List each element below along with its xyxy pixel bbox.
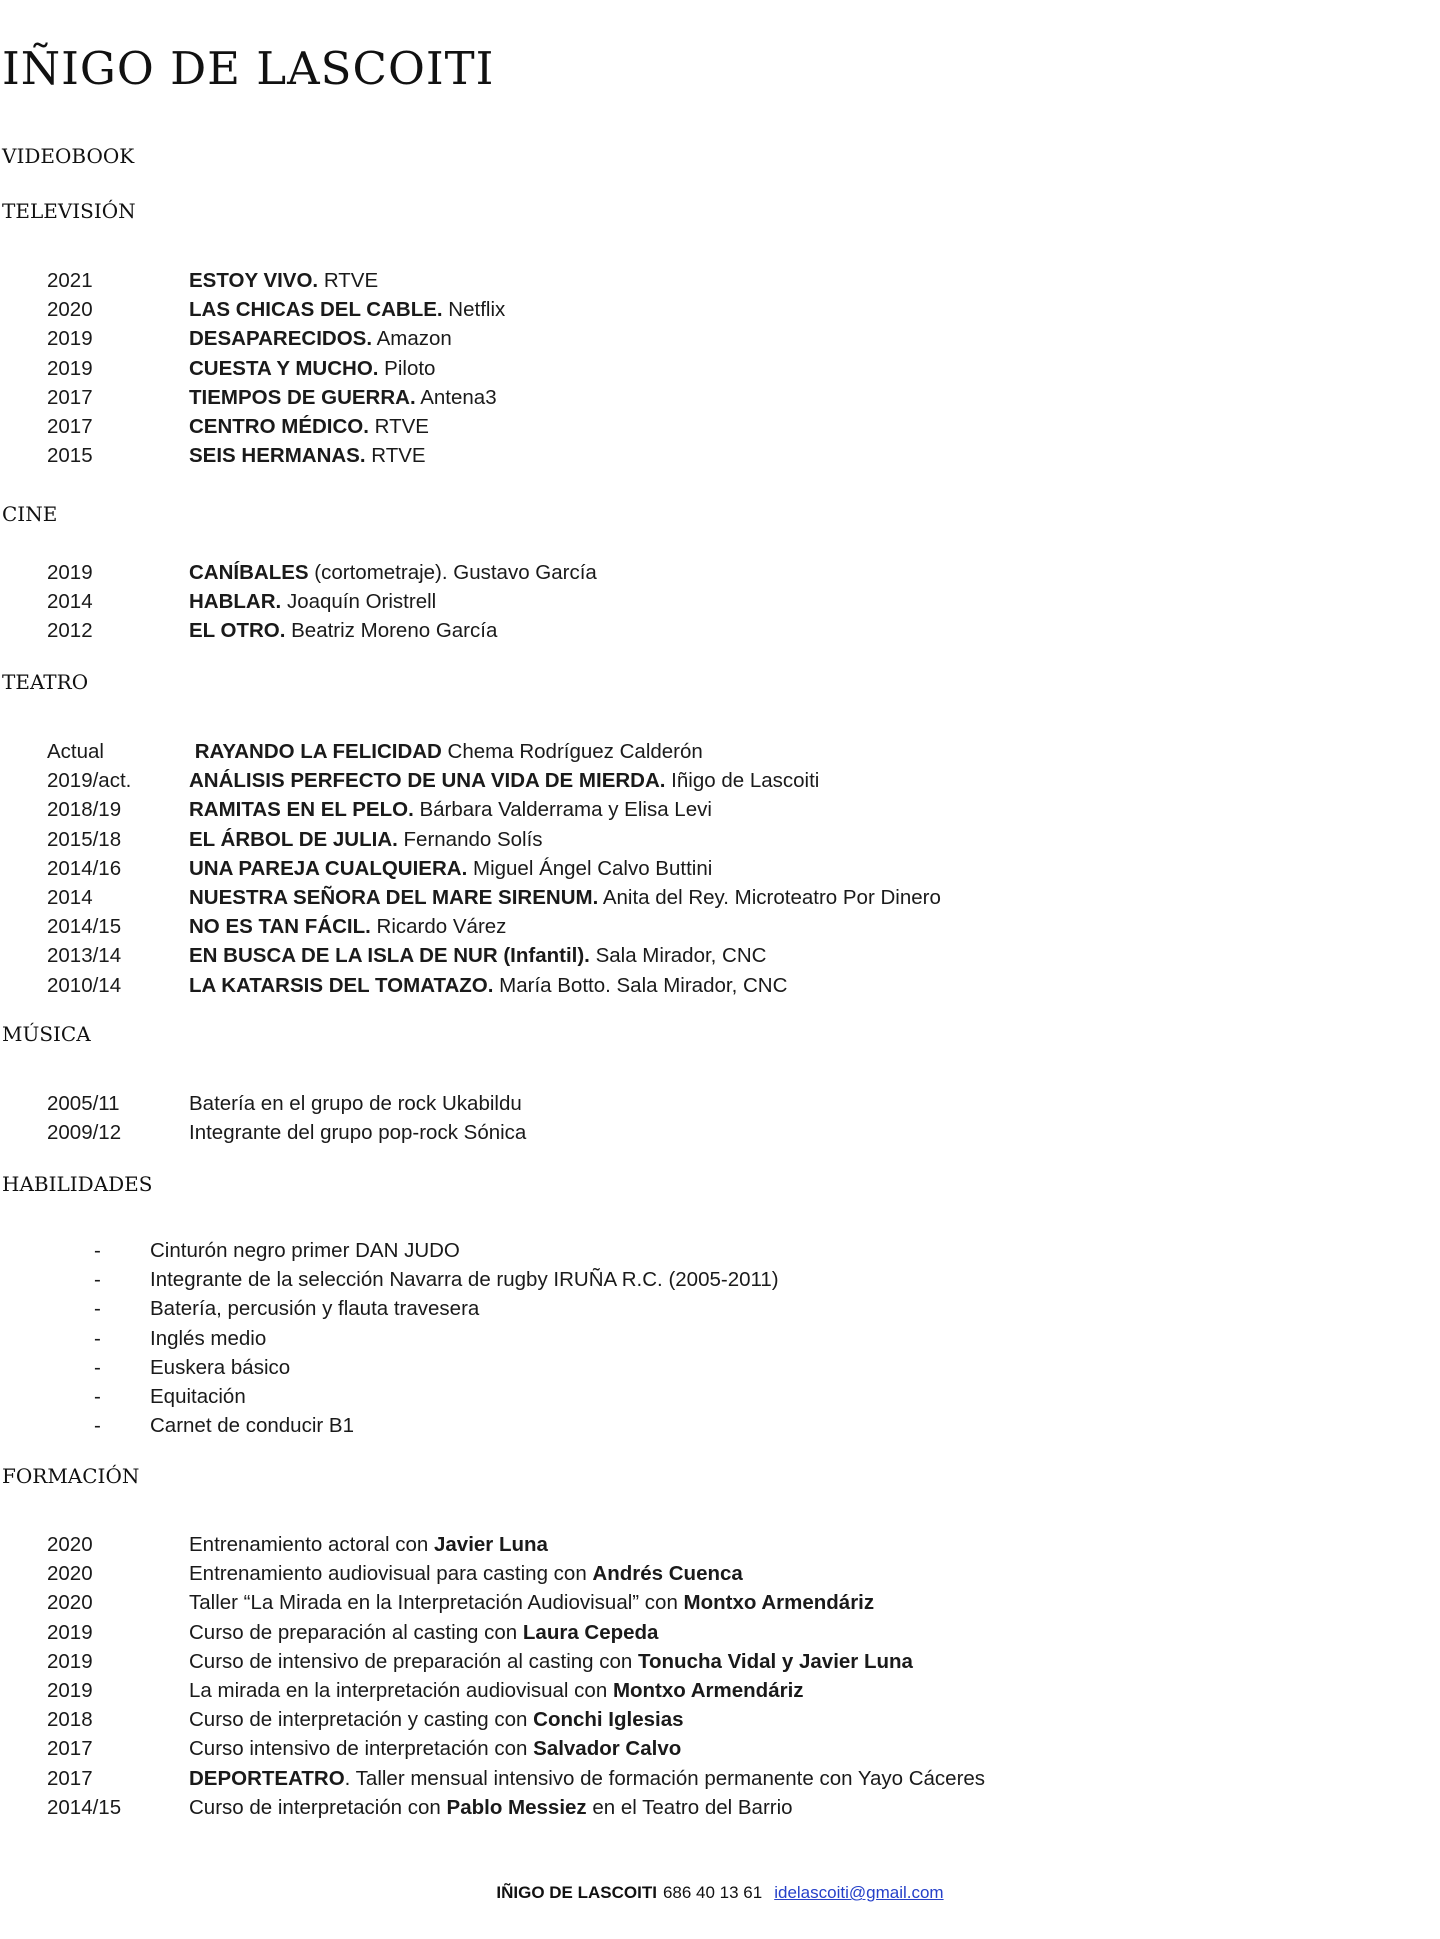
row-entry: CENTRO MÉDICO. RTVE	[189, 415, 429, 439]
list-item	[0, 1382, 1440, 1411]
row-year: 2005/11	[47, 1092, 120, 1115]
row-entry: Entrenamiento audiovisual para casting con Andrés Cuenca	[189, 1562, 743, 1586]
row-year: 2019	[47, 1620, 93, 1644]
table-row	[0, 941, 1440, 970]
row-year: 2018/19	[47, 798, 122, 822]
footer-email-link[interactable]: idelascoiti@gmail.com	[774, 1883, 944, 1902]
bullet-dash: -	[94, 1268, 101, 1292]
bullet-dash: -	[94, 1239, 101, 1262]
row-year: 2018	[47, 1708, 93, 1732]
row-year: 2017	[47, 1766, 93, 1790]
table-row	[0, 854, 1440, 883]
list-item	[0, 1324, 1440, 1353]
row-year: 2014/15	[47, 915, 122, 939]
table-row	[0, 1705, 1440, 1734]
row-year: 2013/14	[47, 944, 122, 968]
row-year: 2012	[47, 619, 93, 643]
table-row	[0, 737, 1440, 766]
habilidades-list	[0, 1236, 1440, 1440]
row-entry: TIEMPOS DE GUERRA. Antena3	[189, 385, 497, 409]
footer-phone: 686 40 13 61	[662, 1883, 763, 1902]
row-entry: LAS CHICAS DEL CABLE. Netflix	[189, 298, 506, 322]
table-row	[0, 883, 1440, 912]
table-row	[0, 441, 1440, 470]
bullet-dash: -	[94, 1355, 101, 1379]
table-row	[0, 558, 1440, 587]
table-row	[0, 1764, 1440, 1793]
row-year: 2019	[47, 327, 93, 351]
row-entry: NO ES TAN FÁCIL. Ricardo Várez	[189, 915, 507, 939]
bullet-text: Euskera básico	[150, 1355, 291, 1379]
row-entry: Batería en el grupo de rock Ukabildu	[189, 1092, 522, 1115]
row-entry: EL OTRO. Beatriz Moreno García	[189, 619, 498, 643]
row-year: 2015	[47, 444, 93, 468]
section-title-habilidades: HABILIDADES	[2, 1172, 153, 1196]
table-row	[0, 295, 1440, 324]
table-row	[0, 795, 1440, 824]
row-year: 2019	[47, 1679, 93, 1703]
row-entry: Curso de intensivo de preparación al casting con Tonucha Vidal y Javier Luna	[189, 1649, 913, 1673]
row-year: 2021	[47, 269, 93, 292]
table-row	[0, 1559, 1440, 1588]
row-entry: NUESTRA SEÑORA DEL MARE SIRENUM. Anita del Rey. Microteatro Por Dinero	[189, 886, 941, 910]
row-year: 2017	[47, 415, 93, 439]
row-entry: CANÍBALES (cortometraje). Gustavo García	[189, 561, 597, 584]
television-rows	[0, 266, 1440, 470]
table-row	[0, 971, 1440, 1000]
section-title-formacion: FORMACIÓN	[2, 1464, 140, 1488]
list-item	[0, 1411, 1440, 1440]
row-year: 2014	[47, 886, 93, 910]
row-entry: Integrante del grupo pop-rock Sónica	[189, 1121, 527, 1145]
row-year: 2020	[47, 1533, 93, 1556]
row-entry: Curso intensivo de interpretación con Salvador Calvo	[189, 1737, 682, 1761]
row-entry: ESTOY VIVO. RTVE	[189, 269, 379, 292]
row-entry: UNA PAREJA CUALQUIERA. Miguel Ángel Calvo Buttini	[189, 856, 713, 880]
row-entry: RAMITAS EN EL PELO. Bárbara Valderrama y Elisa Levi	[189, 798, 712, 822]
row-year: Actual	[47, 740, 104, 763]
bullet-text: Equitación	[150, 1385, 246, 1409]
table-row	[0, 1089, 1440, 1118]
bullet-text: Integrante de la selección Navarra de rugby IRUÑA R.C. (2005-2011)	[150, 1268, 779, 1292]
table-row	[0, 412, 1440, 441]
table-row	[0, 1618, 1440, 1647]
bullet-text: Cinturón negro primer DAN JUDO	[150, 1239, 460, 1262]
videobook-label: VIDEOBOOK	[2, 144, 135, 168]
row-entry: DEPORTEATRO. Taller mensual intensivo de formación permanente con Yayo Cáceres	[189, 1766, 986, 1790]
musica-rows	[0, 1089, 1440, 1147]
table-row	[0, 587, 1440, 616]
list-item	[0, 1353, 1440, 1382]
row-year: 2014/15	[47, 1795, 122, 1819]
row-entry: Curso de interpretación con Pablo Messiez en el Teatro del Barrio	[189, 1795, 793, 1819]
row-year: 2015/18	[47, 827, 122, 851]
section-title-teatro: TEATRO	[2, 670, 89, 694]
row-entry: Curso de interpretación y casting con Conchi Iglesias	[189, 1708, 684, 1732]
list-item	[0, 1294, 1440, 1323]
row-entry: ANÁLISIS PERFECTO DE UNA VIDA DE MIERDA. Iñigo de Lascoiti	[189, 769, 820, 793]
row-year: 2019	[47, 561, 93, 584]
row-year: 2020	[47, 1591, 93, 1615]
row-year: 2019/act.	[47, 769, 132, 793]
bullet-text: Batería, percusión y flauta travesera	[150, 1297, 480, 1321]
table-row	[0, 766, 1440, 795]
row-entry: EL ÁRBOL DE JULIA. Fernando Solís	[189, 827, 543, 851]
bullet-dash: -	[94, 1385, 101, 1409]
row-entry: HABLAR. Joaquín Oristrell	[189, 590, 437, 614]
row-entry: Entrenamiento actoral con Javier Luna	[189, 1533, 548, 1556]
table-row	[0, 1793, 1440, 1822]
row-year: 2014	[47, 590, 93, 614]
table-row	[0, 1647, 1440, 1676]
row-entry: Taller “La Mirada en la Interpretación Audiovisual” con Montxo Armendáriz	[189, 1591, 875, 1615]
row-entry: SEIS HERMANAS. RTVE	[189, 444, 426, 468]
table-row	[0, 1118, 1440, 1147]
row-entry: EN BUSCA DE LA ISLA DE NUR (Infantil). Sala Mirador, CNC	[189, 944, 767, 968]
list-item	[0, 1265, 1440, 1294]
section-title-musica: MÚSICA	[2, 1022, 91, 1046]
row-year: 2010/14	[47, 973, 122, 997]
row-year: 2014/16	[47, 856, 122, 880]
row-entry: DESAPARECIDOS. Amazon	[189, 327, 452, 351]
table-row	[0, 912, 1440, 941]
footer-name: IÑIGO DE LASCOITI	[496, 1883, 657, 1902]
section-title-cine: CINE	[2, 502, 58, 526]
table-row	[0, 354, 1440, 383]
row-year: 2019	[47, 1649, 93, 1673]
row-year: 2009/12	[47, 1121, 122, 1145]
row-entry: RAYANDO LA FELICIDAD Chema Rodríguez Calderón	[189, 740, 703, 763]
footer	[0, 1882, 1440, 1904]
row-year: 2017	[47, 1737, 93, 1761]
teatro-rows	[0, 737, 1440, 1000]
row-year: 2020	[47, 1562, 93, 1586]
table-row	[0, 1676, 1440, 1705]
formacion-rows	[0, 1530, 1440, 1822]
table-row	[0, 825, 1440, 854]
table-row	[0, 1588, 1440, 1617]
list-item	[0, 1236, 1440, 1265]
bullet-text: Inglés medio	[150, 1326, 267, 1350]
row-year: 2019	[47, 356, 93, 380]
bullet-dash: -	[94, 1414, 101, 1438]
row-entry: LA KATARSIS DEL TOMATAZO. María Botto. Sala Mirador, CNC	[189, 973, 788, 997]
row-entry: La mirada en la interpretación audiovisual con Montxo Armendáriz	[189, 1679, 804, 1703]
section-title-television: TELEVISIÓN	[2, 199, 136, 223]
table-row	[0, 266, 1440, 295]
bullet-dash: -	[94, 1297, 101, 1321]
cine-rows	[0, 558, 1440, 646]
page-title: IÑIGO DE LASCOITI	[2, 42, 495, 95]
row-year: 2017	[47, 385, 93, 409]
row-entry: Curso de preparación al casting con Laura Cepeda	[189, 1620, 659, 1644]
table-row	[0, 1530, 1440, 1559]
bullet-text: Carnet de conducir B1	[150, 1414, 354, 1438]
table-row	[0, 616, 1440, 645]
bullet-dash: -	[94, 1326, 101, 1350]
table-row	[0, 1734, 1440, 1763]
table-row	[0, 324, 1440, 353]
row-year: 2020	[47, 298, 93, 322]
row-entry: CUESTA Y MUCHO. Piloto	[189, 356, 436, 380]
table-row	[0, 383, 1440, 412]
